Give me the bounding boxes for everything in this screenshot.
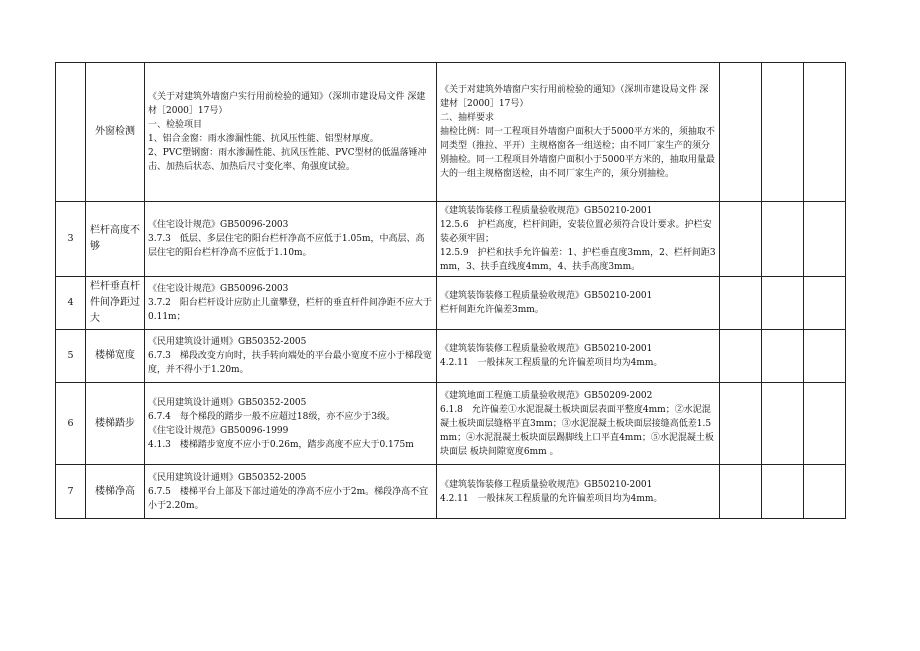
blank-cell [720, 277, 762, 330]
acceptance-criteria [437, 63, 720, 202]
standard-line: 4.1.3 楼梯踏步宽度不应小于0.26m，踏步高度不应大于0.175m [148, 439, 414, 450]
row-number: 6 [56, 383, 86, 465]
blank-cell [720, 330, 762, 383]
row-number: 4 [56, 277, 86, 330]
table-row [56, 202, 846, 277]
blank-cell [762, 383, 804, 465]
standard-line: 《住宅设计规范》GB50096-2003 [148, 220, 289, 230]
acceptance-criteria [437, 383, 720, 465]
standard-line: 《民用建筑设计通则》GB50352-2005 [148, 397, 307, 408]
inspection-table [55, 62, 846, 519]
acceptance-line: 《关于对建筑外墙窗户实行用前检验的通知》（深圳市建设局文件 深建材［2000］17号） [440, 85, 709, 109]
blank-cell [804, 63, 846, 202]
acceptance-line: 二、抽样要求 [440, 113, 495, 123]
item-name: 楼梯踏步 [86, 383, 145, 465]
blank-cell [804, 202, 846, 277]
blank-cell [762, 277, 804, 330]
standard-line: 1、铝合金窗：雨水渗漏性能、抗风压性能、铝型材厚度。 [148, 134, 379, 144]
blank-cell [804, 277, 846, 330]
standard-line: 《民用建筑设计通则》GB50352-2005 [148, 472, 307, 483]
row-number: 5 [56, 330, 86, 383]
table-row [56, 465, 846, 519]
acceptance-line: 4.2.11 一般抹灰工程质量的允许偏差项目均为4mm。 [440, 358, 663, 368]
row-number [56, 63, 86, 202]
acceptance-line: 栏杆间距允许偏差3mm。 [440, 305, 544, 315]
standard-requirement [145, 465, 437, 519]
acceptance-line: 《建筑装饰装修工程质量验收规范》GB50210-2001 [440, 344, 653, 354]
blank-cell [720, 465, 762, 519]
acceptance-line: 12.5.6 护栏高度，栏杆间距，安装位置必须符合设计要求。护栏安装必须牢固； [440, 220, 712, 244]
blank-cell [804, 383, 846, 465]
standard-requirement [145, 202, 437, 277]
standard-line: 《住宅设计规范》GB50096-1999 [148, 425, 289, 436]
acceptance-line: 《建筑装饰装修工程质量验收规范》GB50210-2001 [440, 479, 653, 490]
acceptance-line: 《建筑装饰装修工程质量验收规范》GB50210-2001 [440, 206, 653, 216]
acceptance-criteria [437, 202, 720, 277]
table-row [56, 383, 846, 465]
row-number: 7 [56, 465, 86, 519]
table-row [56, 63, 846, 202]
standard-line: 《民用建筑设计通则》GB50352-2005 [148, 337, 307, 347]
standard-requirement [145, 277, 437, 330]
item-name: 楼梯宽度 [86, 330, 145, 383]
standard-line: 《关于对建筑外墙窗户实行用前检验的通知》（深圳市建设局文件 深建材［2000］17号） [148, 92, 426, 116]
blank-cell [762, 465, 804, 519]
standard-line: 6.7.5 楼梯平台上部及下部过道处的净高不应小于2m。梯段净高不宜小于2.20m。 [148, 486, 429, 511]
item-name: 楼梯净高 [86, 465, 145, 519]
acceptance-criteria [437, 277, 720, 330]
standard-requirement [145, 63, 437, 202]
item-name: 外窗检测 [86, 63, 145, 202]
acceptance-line: 抽检比例：同一工程项目外墙窗户面积大于5000平方米的，须抽取不同类型（推拉、平开）主规格窗各一组送检；由不同厂家生产的须分别抽检。同一工程项目外墙窗户面积小于5000平方米的，抽取用量最大的一组主规格窗送检，由不同厂家生产的，须分别抽检。 [440, 127, 715, 179]
item-name: 栏杆高度不够 [86, 202, 145, 277]
table-row [56, 277, 846, 330]
acceptance-line: 4.2.11 一般抹灰工程质量的允许偏差项目均为4mm。 [440, 493, 663, 504]
standard-line: 6.7.4 每个梯段的踏步一般不应超过18级，亦不应少于3级。 [148, 411, 396, 422]
blank-cell [720, 383, 762, 465]
standard-line: 一、检验项目 [148, 120, 203, 130]
standard-line: 2、PVC塑钢窗：雨水渗漏性能、抗风压性能、PVC型材的低温落锤冲击、加热后状态、加热后尺寸变化率、角强度试验。 [148, 148, 427, 172]
acceptance-line: 《建筑地面工程施工质量验收规范》GB50209-2002 [440, 390, 653, 401]
row-number: 3 [56, 202, 86, 277]
acceptance-line: 《建筑装饰装修工程质量验收规范》GB50210-2001 [440, 291, 653, 301]
standard-requirement [145, 330, 437, 383]
blank-cell [804, 465, 846, 519]
standard-line: 6.7.3 梯段改变方向时，扶手转向端处的平台最小宽度不应小于梯段宽度，并不得小于1.20m。 [148, 351, 432, 375]
standard-line: 3.7.2 阳台栏杆设计应防止儿童攀登，栏杆的垂直杆件间净距不应大于0.11m； [148, 298, 432, 322]
blank-cell [720, 202, 762, 277]
acceptance-line: 6.1.8 允许偏差①水泥混凝土板块面层表面平整度4mm；②水泥混凝土板块面层缝格平直3mm；③水泥混凝土板块面层接缝高低差1.5mm；④水泥混凝土板块面层踢脚线上口平直4mm；⑤水泥混凝土板块面层 板块间隙宽度6mm 。 [440, 404, 714, 457]
blank-cell [804, 330, 846, 383]
blank-cell [720, 63, 762, 202]
acceptance-line: 12.5.9 护栏和扶手允许偏差：1、护栏垂直度3mm，2、栏杆间距3mm，3、扶手直线度4mm，4、扶手高度3mm。 [440, 248, 716, 272]
acceptance-criteria [437, 330, 720, 383]
standard-requirement [145, 383, 437, 465]
blank-cell [762, 63, 804, 202]
standard-line: 3.7.3 低层、多层住宅的阳台栏杆净高不应低于1.05m，中高层、高层住宅的阳台栏杆净高不应低于1.10m。 [148, 234, 425, 258]
table-row [56, 330, 846, 383]
blank-cell [762, 202, 804, 277]
item-name: 栏杆垂直杆件间净距过大 [86, 277, 145, 330]
standard-line: 《住宅设计规范》GB50096-2003 [148, 284, 289, 294]
blank-cell [762, 330, 804, 383]
acceptance-criteria [437, 465, 720, 519]
